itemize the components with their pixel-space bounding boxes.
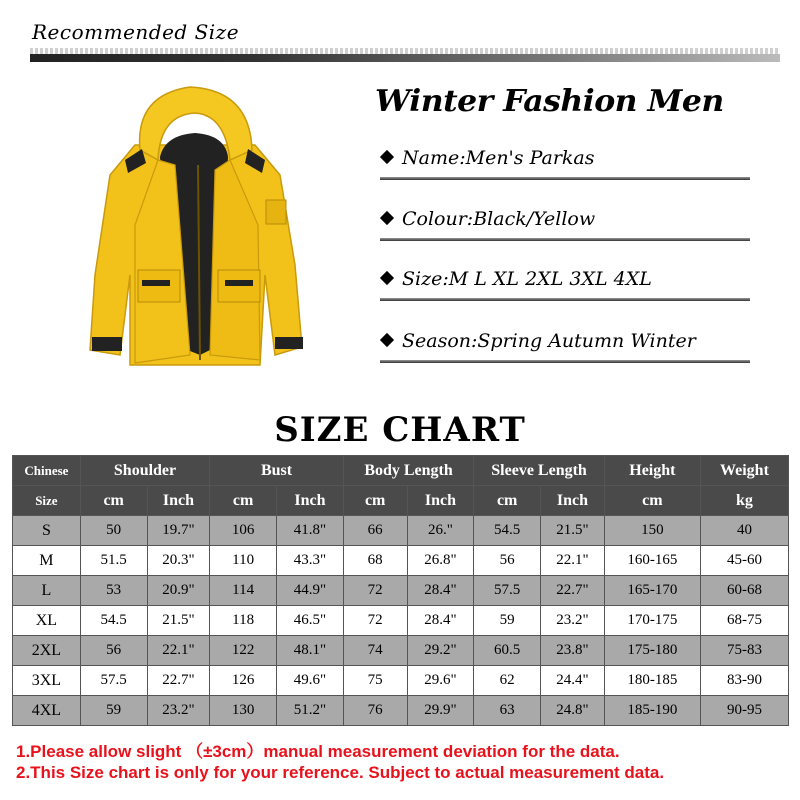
size-chart-title: SIZE CHART <box>274 410 526 450</box>
diamond-bullet-icon <box>380 150 394 164</box>
table-cell: 72 <box>343 606 407 636</box>
table-cell: 26." <box>407 516 474 546</box>
table-cell: 68-75 <box>700 606 788 636</box>
note-reference: 2.This Size chart is only for your reference. Subject to actual measurement data. <box>16 763 665 782</box>
header-cell: Shoulder <box>80 456 209 486</box>
unit-cell: kg <box>700 486 788 516</box>
table-cell: 28.4" <box>407 576 474 606</box>
table-unit-row <box>13 486 789 516</box>
table-cell: 57.5 <box>80 666 147 696</box>
table-cell: 22.1" <box>541 546 605 576</box>
table-cell: 48.1" <box>277 636 344 666</box>
header-cell: Bust <box>210 456 344 486</box>
info-name <box>380 147 750 169</box>
header-cell: Body Length <box>343 456 474 486</box>
product-title: Winter Fashion Men <box>375 84 724 119</box>
table-cell: 180-185 <box>604 666 700 696</box>
info-season-text: Season:Spring Autumn Winter <box>402 330 696 352</box>
header-cell: Sleeve Length <box>474 456 605 486</box>
divider <box>380 298 750 301</box>
table-cell: 63 <box>474 696 541 726</box>
table-cell: 83-90 <box>700 666 788 696</box>
table-cell: 130 <box>210 696 277 726</box>
table-cell: 51.5 <box>80 546 147 576</box>
unit-cell: Inch <box>407 486 474 516</box>
table-cell: 74 <box>343 636 407 666</box>
table-cell: 46.5" <box>277 606 344 636</box>
diamond-bullet-icon <box>380 271 394 285</box>
table-cell: 45-60 <box>700 546 788 576</box>
table-row <box>13 546 789 576</box>
unit-cell: cm <box>604 486 700 516</box>
table-cell: 175-180 <box>604 636 700 666</box>
header-cell: Weight <box>700 456 788 486</box>
table-cell: 29.2" <box>407 636 474 666</box>
table-cell: 24.4" <box>541 666 605 696</box>
info-size <box>380 268 750 290</box>
table-cell: 75 <box>343 666 407 696</box>
table-cell: 59 <box>80 696 147 726</box>
table-cell: 20.3" <box>147 546 210 576</box>
table-cell: 62 <box>474 666 541 696</box>
table-cell: 23.8" <box>541 636 605 666</box>
table-cell: 50 <box>80 516 147 546</box>
table-cell: 75-83 <box>700 636 788 666</box>
table-cell: 76 <box>343 696 407 726</box>
divider <box>380 360 750 363</box>
table-cell: 44.9" <box>277 576 344 606</box>
note-deviation: 1.Please allow slight （±3cm）manual measurement deviation for the data. <box>16 742 620 761</box>
info-colour-text: Colour:Black/Yellow <box>402 208 596 230</box>
table-cell: 28.4" <box>407 606 474 636</box>
table-row <box>13 606 789 636</box>
table-row <box>13 666 789 696</box>
table-header-row <box>13 456 789 486</box>
divider <box>380 238 750 241</box>
table-cell: 40 <box>700 516 788 546</box>
header-cell: Height <box>604 456 700 486</box>
size-chart-table <box>12 455 789 726</box>
table-cell: 57.5 <box>474 576 541 606</box>
table-cell: 24.8" <box>541 696 605 726</box>
table-cell: 41.8" <box>277 516 344 546</box>
table-cell: 22.7" <box>541 576 605 606</box>
info-size-text: Size:M L XL 2XL 3XL 4XL <box>402 268 652 290</box>
size-cell: M <box>13 546 81 576</box>
header-cell: Chinese <box>13 456 81 486</box>
table-cell: 43.3" <box>277 546 344 576</box>
table-cell: 26.8" <box>407 546 474 576</box>
info-name-text: Name:Men's Parkas <box>402 147 595 169</box>
unit-cell: cm <box>343 486 407 516</box>
size-cell: 4XL <box>13 696 81 726</box>
unit-cell: Inch <box>277 486 344 516</box>
table-cell: 54.5 <box>80 606 147 636</box>
table-row <box>13 516 789 546</box>
table-cell: 22.7" <box>147 666 210 696</box>
unit-cell: cm <box>80 486 147 516</box>
table-cell: 160-165 <box>604 546 700 576</box>
recommended-size-label: Recommended Size <box>32 20 240 44</box>
table-cell: 21.5" <box>147 606 210 636</box>
table-row <box>13 696 789 726</box>
table-cell: 51.2" <box>277 696 344 726</box>
table-cell: 122 <box>210 636 277 666</box>
unit-cell: Inch <box>147 486 210 516</box>
table-cell: 68 <box>343 546 407 576</box>
table-cell: 118 <box>210 606 277 636</box>
parka-jacket-image <box>80 75 310 375</box>
table-cell: 90-95 <box>700 696 788 726</box>
table-cell: 60-68 <box>700 576 788 606</box>
table-cell: 19.7" <box>147 516 210 546</box>
table-cell: 29.9" <box>407 696 474 726</box>
table-cell: 110 <box>210 546 277 576</box>
table-cell: 114 <box>210 576 277 606</box>
table-cell: 21.5" <box>541 516 605 546</box>
table-cell: 59 <box>474 606 541 636</box>
info-season <box>380 330 750 352</box>
table-cell: 185-190 <box>604 696 700 726</box>
size-cell: 2XL <box>13 636 81 666</box>
table-cell: 165-170 <box>604 576 700 606</box>
info-colour <box>380 208 750 230</box>
table-cell: 126 <box>210 666 277 696</box>
diamond-bullet-icon <box>380 211 394 225</box>
size-cell: S <box>13 516 81 546</box>
table-cell: 56 <box>80 636 147 666</box>
table-cell: 53 <box>80 576 147 606</box>
table-row <box>13 576 789 606</box>
table-cell: 23.2" <box>147 696 210 726</box>
table-cell: 106 <box>210 516 277 546</box>
table-cell: 72 <box>343 576 407 606</box>
unit-cell: cm <box>474 486 541 516</box>
table-row <box>13 636 789 666</box>
diamond-bullet-icon <box>380 333 394 347</box>
table-cell: 22.1" <box>147 636 210 666</box>
table-cell: 60.5 <box>474 636 541 666</box>
unit-cell: Inch <box>541 486 605 516</box>
table-cell: 170-175 <box>604 606 700 636</box>
table-cell: 49.6" <box>277 666 344 696</box>
size-cell: L <box>13 576 81 606</box>
size-cell: XL <box>13 606 81 636</box>
table-cell: 150 <box>604 516 700 546</box>
unit-cell: Size <box>13 486 81 516</box>
unit-cell: cm <box>210 486 277 516</box>
table-cell: 20.9" <box>147 576 210 606</box>
table-cell: 66 <box>343 516 407 546</box>
table-cell: 29.6" <box>407 666 474 696</box>
table-cell: 54.5 <box>474 516 541 546</box>
divider <box>380 177 750 180</box>
size-rows <box>13 516 789 726</box>
table-cell: 56 <box>474 546 541 576</box>
header-stripe-dark <box>30 54 780 62</box>
table-cell: 23.2" <box>541 606 605 636</box>
size-cell: 3XL <box>13 666 81 696</box>
